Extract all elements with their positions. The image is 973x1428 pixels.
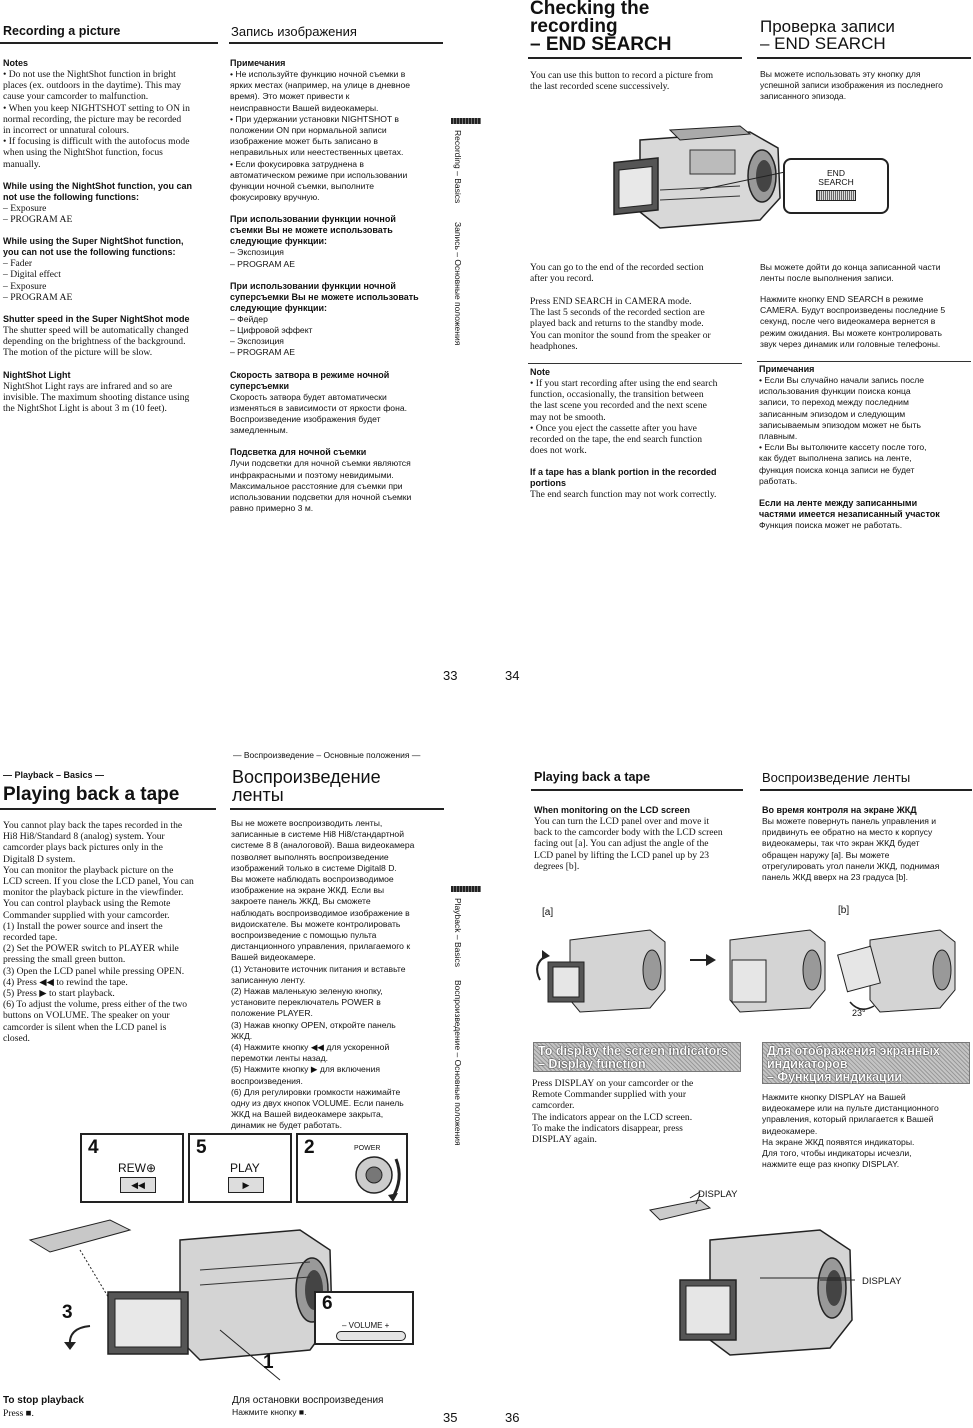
fig-b-label: [b]: [838, 905, 850, 916]
p33-en-column: [3, 58, 218, 414]
p33-ru-light-text: Лучи подсветки для ночной съемки являются инфракрасными и поэтому невидимыми. Максимальное расстояние для съемки при использовании подсветки для ночной съемки равно примерно 3 м.: [230, 458, 412, 514]
p33-ru-title-rule: [229, 42, 443, 44]
p35-kicker: — Playback – Basics —: [3, 770, 105, 780]
p34-note-rule: [528, 363, 742, 364]
p36-display-text: Press DISPLAY on your camcorder or the Remote Commander supplied with your camcorder. The indicators appear on the LCD screen. To make the indicators disappear, press DISPLAY again.: [532, 1078, 694, 1146]
p34-body1: You can go to the end of the recorded section after you record.: [530, 262, 704, 285]
p34-notes: • If you start recording after using the end search function, occasionally, the transition between the last scene you recorded and the next scene may not be smooth. • Once you eject the cassette after you have recorded on the tape, the end search function does not work.: [530, 378, 718, 457]
page-number-34: 34: [505, 668, 520, 683]
display-label-remote: DISPLAY: [698, 1189, 738, 1200]
rew-label: REW⊕: [118, 1161, 157, 1175]
step-3-number: 3: [62, 1302, 73, 1323]
p35-camcorder-illustration: [20, 1200, 350, 1390]
end-search-label-1: END: [827, 168, 845, 178]
p36-ru-display-text: Нажмите кнопку DISPLAY на Вашей видеокамере или на пульте дистанционного управления, который прилагается к Вашей видеокамере. На экране ЖКД появятся индикаторы. Для того, чтобы индикаторы исчезли, нажмите еще раз кнопку DISPLAY.: [762, 1092, 939, 1170]
p35-body: You cannot play back the tapes recorded in the Hi8 Hi8/Standard 8 (analog) system. Your camcorder plays back pictures only in the Digital8 D system. You can monitor the playback picture on the LCD screen. If you close the LCD panel, You can monitor the playback picture in the viewfinder. You can control playback using the Remote Commander supplied with your camcorder.: [3, 820, 194, 921]
p33-sidebar-ru: Запись – Основные положения: [453, 222, 463, 346]
page-number-35: 35: [443, 1410, 458, 1425]
step-3-arrow: [60, 1322, 100, 1352]
p33-super-nightshot-list: – Fader – Digital effect – Exposure – PROGRAM AE: [3, 258, 73, 303]
p34-ru-notes-block: [759, 364, 940, 531]
p33-shutter-heading: Shutter speed in the Super NightShot mode: [3, 314, 190, 325]
p35-ru-title: Воспроизведение ленты: [232, 767, 381, 805]
rew-button[interactable]: ◀◀: [120, 1177, 156, 1193]
play-label: PLAY: [230, 1161, 260, 1175]
p35-stop-heading: To stop playback: [3, 1395, 84, 1406]
p34-body2: Press END SEARCH in CAMERA mode. The last 5 seconds of the recorded section are played back and returns to the standby mode. You can monitor the sound from the speaker or headphones.: [530, 296, 711, 352]
p35-stop-text: Press ■.: [3, 1408, 34, 1419]
p34-intro: You can use this button to record a picture from the last recorded scene successively.: [530, 70, 714, 93]
p34-ru-body1: Вы можете дойти до конца записанной части ленты после выполнения записи.: [760, 262, 941, 284]
p35-ru-steps: (1) Установите источник питания и вставьте записанную ленту. (2) Нажав маленькую зеленую кнопку, установите переключатель POWER в положение PLAYER. (3) Нажав кнопку OPEN, откройте панель ЖКД. (4) Нажмите кнопку ◀◀ для ускоренной перемотки ленты назад. (5) Нажмите кнопку ▶ для включения воспроизведения. (6) Для регулировки громкости нажимайте одну из двух кнопок VOLUME. Если панель ЖКД на Вашей видеокамере закрыта, динамик не будет работать.: [231, 963, 406, 1131]
end-search-label-2: SEARCH: [818, 177, 854, 187]
step-5-box: [188, 1133, 292, 1203]
p34-notes-block: [530, 367, 717, 501]
p36-title-rule: [531, 789, 743, 791]
p35-ru-kicker: — Воспроизведение – Основные положения —: [233, 750, 421, 760]
page-number-36: 36: [505, 1410, 520, 1425]
step-1-number: 1: [263, 1352, 274, 1373]
ru-display-function-banner: Для отображения экранных индикаторов – Функция индикации: [762, 1042, 970, 1084]
p35-title: Playing back a tape: [3, 784, 180, 805]
end-search-button[interactable]: [816, 190, 856, 201]
p33-ru-shutter-text: Скорость затвора будет автоматически изменяться в зависимости от яркости фона. Воспроизведение изображения будет замедленным.: [230, 391, 407, 436]
p34-ru-notes: • Если Вы случайно начали запись после использования функции поиска конца записи, то переход между последним записанным эпизодом и следующим записываемым эпизодом может не быть плавным. • Если Вы вытолкните кассету после того, как будет выполнена запись на ленте, функция поиска конца записи не будет работать.: [759, 375, 927, 486]
p35-title-rule: [0, 808, 216, 810]
p33-title: Recording a picture: [3, 24, 121, 38]
p33-light-heading: NightShot Light: [3, 369, 71, 380]
p36-lcd-heading: When monitoring on the LCD screen: [534, 805, 691, 815]
step-2-box: [296, 1133, 408, 1203]
p36-title: Playing back a tape: [534, 770, 651, 784]
p33-ru-notes-heading: Примечания: [230, 58, 286, 68]
p34-ru-blank-text: Функция поиска может не работать.: [759, 520, 903, 531]
p35-ru-title-rule: [230, 808, 444, 810]
p33-ru-shutter-heading: Скорость затвора в режиме ночной суперсъемки: [230, 369, 390, 391]
power-label: POWER: [354, 1145, 381, 1152]
p34-ru-note-rule: [757, 361, 971, 362]
step-5-number: 5: [196, 1137, 207, 1158]
p33-light-text: NightShot Light rays are infrared and so are invisible. The maximum shooting distance using the NightShot Light is about 3 m (10 feet).: [3, 380, 190, 415]
p35-en-column: [3, 820, 218, 1044]
p35-ru-body: Вы не можете воспроизводить ленты, записанные в системе Hi8 Hi8/стандартной системе 8 8 (аналоговой). Ваша видеокамера позволяет выполнять воспроизведение изображений только в системе Digital8 D. Вы можете наблюдать воспроизводимое изображение на экране ЖКД. Если вы закроете панель ЖКД, Вы сможете наблюдать воспроизводимое изображение в видоискателе. Вы можете контролировать воспроизведение с помощью пульта дистанционного управления, прилагаемого к Вашей видеокамере.: [231, 818, 415, 963]
p34-blank-text: The end search function may not work correctly.: [530, 489, 717, 501]
display-function-banner: To display the screen indicators – Display function: [533, 1042, 741, 1072]
p35-side-tab: [451, 886, 481, 892]
p33-ru-sns-list: – Фейдер – Цифровой эффект – Экспозиция – PROGRAM AE: [230, 313, 313, 358]
p36-ru-lcd-text: Вы можете повернуть панель управления и придвинуть ее обратно на место к корпусу видеокамеры, так что экран ЖКД будет обращен наружу [a]. Вы можете отрегулировать угол панели ЖКД, поднимая панель ЖКД вверх на 23 градуса [b].: [762, 816, 940, 883]
p35-ru-stop-heading: Для остановки воспроизведения: [232, 1395, 384, 1406]
step-6-number: 6: [322, 1293, 333, 1314]
p36-ru-lcd-block: [762, 805, 939, 883]
p35-ru-stop-text: Нажмите кнопку ■.: [232, 1407, 307, 1417]
p35-sidebar-ru: Воспроизведение – Основные положения: [453, 980, 463, 1146]
end-search-callout: [783, 158, 889, 214]
p34-ru-intro: Вы можете использовать эту кнопку для успешной записи изображения из последнего записанного эпизода.: [760, 69, 943, 102]
fig-a-label: [a]: [542, 907, 554, 918]
volume-rocker[interactable]: [336, 1331, 406, 1341]
p34-callout-line: [700, 160, 790, 200]
p36-lcd-figure: [530, 920, 970, 1020]
p33-title-rule: [0, 42, 218, 44]
p34-ru-title-rule: [757, 57, 971, 59]
angle-label: 23°: [852, 1008, 866, 1018]
p34-title: Checking the recording – END SEARCH: [530, 0, 672, 55]
p34-ru-blank-heading: Если на ленте между записанными частями имеется незаписанный участок: [759, 498, 940, 520]
p33-ru-ns-heading: При использовании функции ночной съемки Вы не можете использовать следующие функции:: [230, 214, 396, 247]
page-number-33: 33: [443, 668, 458, 683]
p33-ru-light-heading: Подсветка для ночной съемки: [230, 447, 367, 458]
p33-notes: • Do not use the NightShot function in bright places (ex. outdoors in the daytime). This may cause your camcorder to malfunction. • When you keep NIGHTSHOT setting to ON in normal recording, the picture may be recorded in incorrect or unnatural colours. • If focusing is difficult with the autofocus mode when using the NightShot function, focus manually.: [3, 69, 190, 170]
p35-ru-column: [231, 818, 445, 1132]
p36-ru-title: Воспроизведение ленты: [762, 770, 911, 785]
p36-ru-title-rule: [760, 789, 972, 791]
p33-ru-column: [230, 58, 444, 514]
p34-note-heading: Note: [530, 367, 550, 377]
p33-side-tab: [451, 118, 481, 124]
p35-sidebar-en: Playback – Basics: [453, 898, 463, 967]
p36-lcd-block: [534, 805, 723, 872]
p33-nightshot-heading: While using the NightShot function, you can not use the following functions:: [3, 180, 192, 202]
p33-ru-title: Запись изображения: [231, 24, 357, 39]
p33-super-nightshot-heading: While using the Super NightShot function, you can not use the following functions:: [3, 236, 184, 258]
step-6-box: [314, 1291, 414, 1345]
step-4-number: 4: [88, 1137, 99, 1158]
step-2-number: 2: [304, 1137, 315, 1158]
p33-shutter-text: The shutter speed will be automatically changed depending on the brightness of the background. The motion of the picture will be slow.: [3, 325, 189, 359]
p36-lcd-text: You can turn the LCD panel over and move it back to the camcorder body with the LCD screen facing out [a]. You can adjust the angle of the LCD panel by lifting the LCD panel up by 23 degrees [b].: [534, 816, 723, 872]
p33-notes-heading: Notes: [3, 58, 29, 68]
power-switch-dial[interactable]: [338, 1149, 408, 1205]
step-4-box: [80, 1133, 184, 1203]
p33-nightshot-list: – Exposure – PROGRAM AE: [3, 202, 73, 226]
p33-sidebar-en: Recording – Basics: [453, 130, 463, 204]
p33-ru-notes: • Не используйте функцию ночной съемки в ярких местах (например, на улице в дневное время). Это может привести к неисправности Вашей видеокамеры. • При удержании установки NIGHTSHOT в положении ON при нормальной записи изображение может быть записано в неправильных или неестественных цветах. • Если фокусировка затруднена в автоматическом режиме при использовании функции ночной съемки, выполните фокусировку вручную.: [230, 69, 411, 203]
p36-ru-lcd-heading: Во время контроля на экране ЖКД: [762, 805, 917, 815]
volume-label: – VOLUME +: [342, 1321, 390, 1330]
play-button[interactable]: ▶: [228, 1177, 264, 1193]
p36-display-callout-lines: [690, 1190, 900, 1290]
p34-ru-note-heading: Примечания: [759, 364, 815, 374]
p33-ru-ns-list: – Экспозиция – PROGRAM AE: [230, 247, 295, 269]
display-label-camcorder: DISPLAY: [862, 1276, 902, 1287]
p35-steps: (1) Install the power source and insert the recorded tape. (2) Set the POWER switch to PLAYER while pressing the small green button. (3) Open the LCD panel while pressing OPEN. (4) Press ◀◀ to rewind the tape. (5) Press ▶ to start playback. (6) To adjust the volume, press either of the two buttons on VOLUME. The speaker on your camcorder is silent when the LCD panel is closed.: [3, 920, 188, 1044]
p34-ru-body2: Нажмите кнопку END SEARCH в режиме CAMERA. Будут воспроизведены последние 5 секунд, после чего видеокамера вернется в режим ожидания. Вы можете контролировать звук через динамик или головные телефоны.: [760, 294, 946, 349]
p34-ru-title: Проверка записи – END SEARCH: [760, 17, 895, 53]
p34-blank-heading: If a tape has a blank portion in the recorded portions: [530, 467, 717, 489]
p34-title-rule: [528, 57, 742, 59]
p33-ru-sns-heading: При использовании функции ночной суперсъемки Вы не можете использовать следующие функции:: [230, 280, 419, 313]
